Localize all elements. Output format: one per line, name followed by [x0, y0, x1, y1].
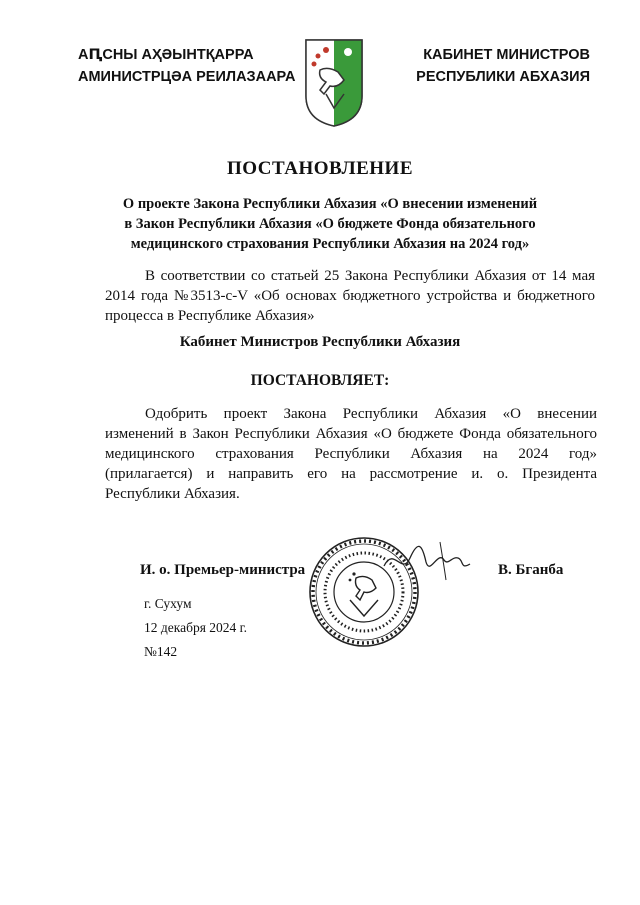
- ministry-name-abkhaz: [78, 44, 308, 88]
- handwritten-signature-icon: [380, 536, 480, 586]
- resolution-line: (прилагается) и направить его на рассмотрение и. о. Президента: [105, 466, 597, 482]
- coat-of-arms-icon: [304, 36, 364, 128]
- signer-position: И. о. Премьер-министра: [140, 562, 306, 578]
- decree-heading: ПОСТАНОВЛЯЕТ:: [250, 372, 390, 389]
- ministry-name-abkhaz-line1: АԤСНЫ АҲӘЫНТҚАРРА: [78, 47, 254, 63]
- issue-city: г. Сухум: [144, 596, 192, 611]
- preamble-paragraph: [105, 266, 595, 326]
- ministry-name-russian-line1: КАБИНЕТ МИНИСТРОВ: [423, 47, 590, 63]
- issuer-heading: Кабинет Министров Республики Абхазия: [179, 334, 461, 350]
- subject-line: в Закон Республики Абхазия «О бюджете Фонда обязательного: [124, 216, 536, 232]
- preamble-line: 2014 года №3513-с-V «Об основах бюджетного устройства и бюджетного: [105, 288, 595, 304]
- resolution-line: Одобрить проект Закона Республики Абхазия «О внесении: [145, 406, 597, 422]
- signer-name: В. Бганба: [498, 562, 564, 578]
- subject-line: медицинского страхования Республики Абхазия на 2024 год»: [130, 236, 530, 252]
- ministry-name-russian-line2: РЕСПУБЛИКИ АБХАЗИЯ: [416, 69, 590, 85]
- preamble-line: В соответствии со статьей 25 Закона Республики Абхазия от 14 мая: [145, 268, 595, 284]
- ministry-name-abkhaz-line2: АМИНИСТРЦӘА РЕИЛАЗААРА: [78, 69, 296, 85]
- ministry-name-russian: [380, 44, 590, 88]
- document-subject: [100, 194, 560, 254]
- document-title: ПОСТАНОВЛЕНИЕ: [226, 158, 414, 179]
- issue-date: 12 декабря 2024 г.: [144, 620, 248, 635]
- resolution-paragraph: [105, 404, 597, 504]
- resolution-line: Республики Абхазия.: [105, 486, 240, 502]
- preamble-line: процесса в Республике Абхазия»: [105, 308, 315, 324]
- resolution-line: медицинского страхования Республики Абхазия на 2024 год»: [105, 446, 597, 462]
- subject-line: О проекте Закона Республики Абхазия «О внесении изменений: [122, 196, 538, 212]
- resolution-line: изменений в Закон Республики Абхазия «О бюджете Фонда обязательного: [105, 426, 597, 442]
- document-number: №142: [144, 644, 178, 659]
